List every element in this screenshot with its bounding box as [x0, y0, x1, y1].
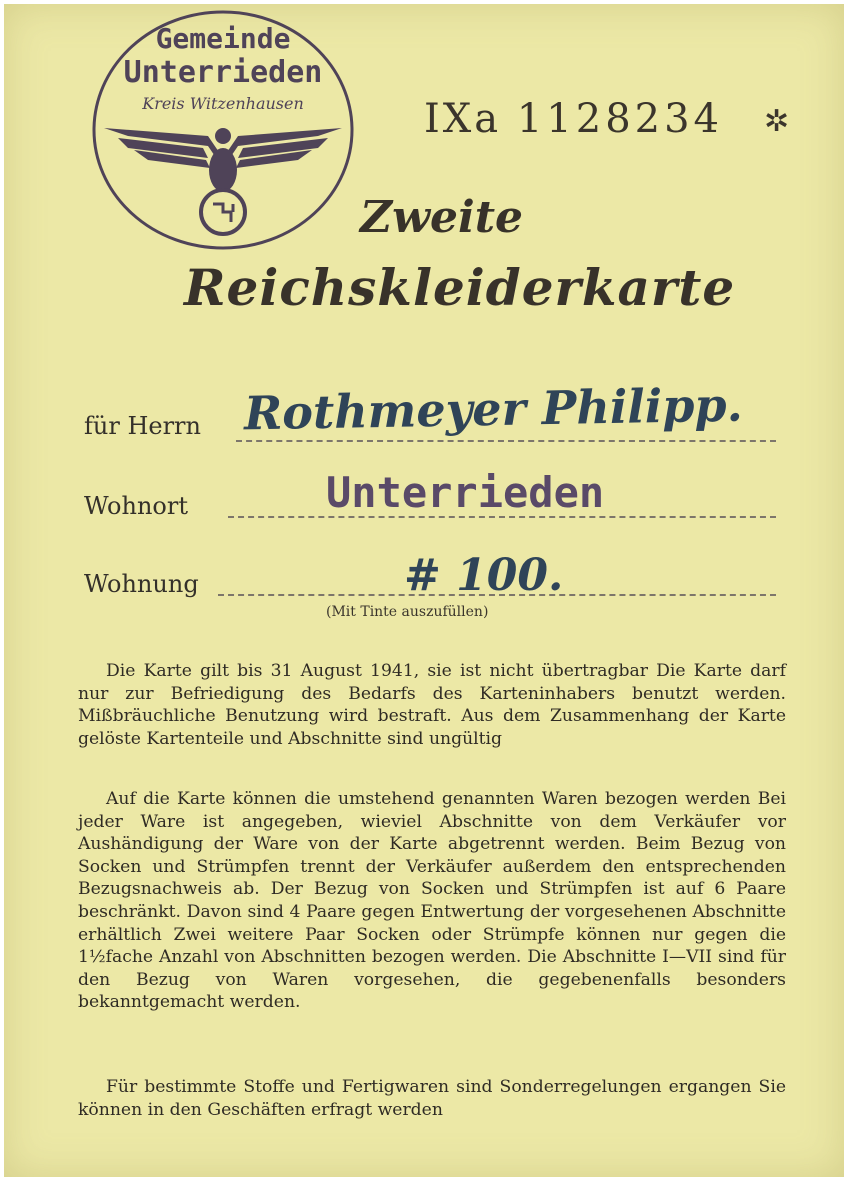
municipal-stamp — [88, 8, 358, 252]
ink-note: (Mit Tinte auszufüllen) — [326, 604, 489, 620]
eagle-emblem-icon — [104, 128, 342, 234]
stamp-line-3: Kreis Witzenhausen — [142, 94, 304, 113]
residence-label: Wohnort — [84, 492, 188, 520]
title-line-2: Reichskleiderkarte — [184, 258, 736, 317]
usage-paragraph — [78, 788, 786, 1014]
name-label: für Herrn — [84, 412, 201, 440]
paragraph-text: Die Karte gilt bis 31 August 1941, sie ist nicht übertragbar Die Karte darf nur zur Befriedigung des Bedarfs des Karteninhabers benutzt werden. Mißbräuchliche Benutzung wird bestraft. Aus dem Zusammenhang der Karte gelöste Kartenteile und Abschnitte sind ungültig — [78, 661, 786, 749]
paragraph-text: Für bestimmte Stoffe und Fertigwaren sind Sonderregelungen ergangen Sie können in den Geschäften erfragt werden — [78, 1077, 786, 1120]
title-line-1: Zweite — [360, 192, 524, 243]
paragraph-text: Auf die Karte können die umstehend genannten Waren bezogen werden Bei jeder Ware ist angegeben, wieviel Abschnitte von dem Verkäufer vor Aushändigung der Ware von der Karte abgetrennt werden. Beim Bezug von Socken und Strümpfen trennt der Verkäufer außerdem den entsprechenden Bezugsnachweis ab. Der Bezug von Socken und Strümpfen ist auf 6 Paare beschränkt. Davon sind 4 Paare gegen Entwertung der vorgesehenen Abschnitte erhältlich Zwei weitere Paar Socken oder Strümpfe können nur gegen die 1½fache Anzahl von Abschnitten bezogen werden. Die Abschnitte I—VII sind für den Bezug von Waren vorgesehen, die gegebenenfalls besonders bekanntgemacht werden. — [78, 789, 786, 1013]
serial-series: IXa — [424, 96, 502, 142]
address-field[interactable]: # 100. — [404, 550, 564, 601]
stamp-line-1: Gemeinde — [155, 22, 291, 55]
serial-number: 1128234 — [516, 96, 723, 142]
card-serial — [424, 96, 723, 142]
name-field[interactable]: Rothmeyer Philipp. — [243, 377, 744, 441]
name-line — [236, 440, 776, 442]
asterisk-mark-icon: ✲ — [764, 104, 790, 139]
clothing-ration-card — [4, 4, 844, 1177]
stamp-line-2: Unterrieden — [123, 55, 323, 90]
address-label: Wohnung — [84, 570, 199, 598]
special-rules-paragraph — [78, 1076, 786, 1121]
residence-field[interactable]: Unterrieden — [326, 468, 605, 517]
validity-paragraph — [78, 660, 786, 750]
